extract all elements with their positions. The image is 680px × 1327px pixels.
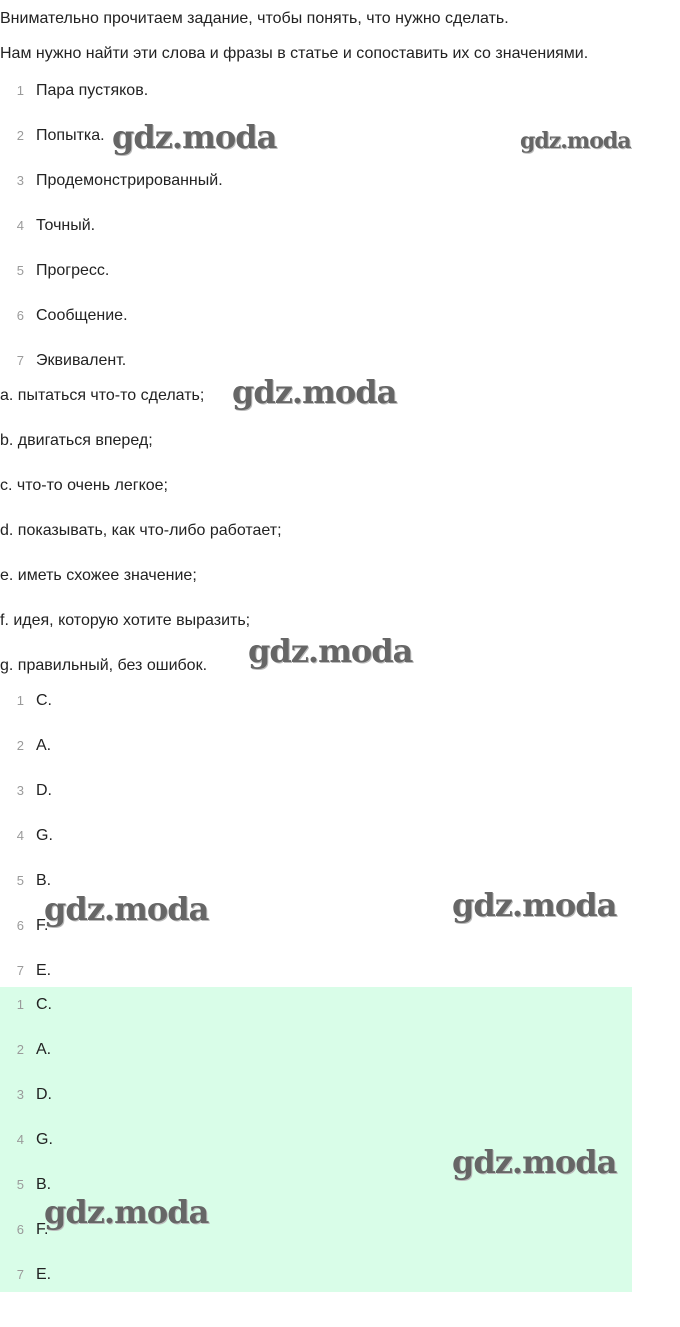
item-number: 4	[16, 828, 24, 843]
item-number: 5	[16, 263, 24, 278]
item-number: 5	[16, 873, 24, 888]
item-text: Пара пустяков.	[36, 81, 149, 99]
item-text: B.	[36, 871, 52, 889]
list-item	[0, 768, 53, 813]
item-text: G.	[36, 1130, 53, 1148]
item-number: 6	[16, 1222, 24, 1237]
item-text: A.	[36, 1040, 52, 1058]
watermark: gdz.moda	[452, 1143, 617, 1181]
final-answers-list	[0, 982, 53, 1297]
item-text: Эквивалент.	[36, 351, 127, 369]
list-item	[0, 982, 53, 1027]
list-item	[0, 858, 53, 903]
intro-line-2: Нам нужно найти эти слова и фразы в статье и сопоставить их со значениями.	[0, 45, 589, 62]
item-number: 1	[16, 997, 24, 1012]
list-item	[0, 1207, 53, 1252]
item-number: 7	[16, 963, 24, 978]
definition-item: b. двигаться вперед;	[0, 431, 153, 449]
item-number: 4	[16, 218, 24, 233]
watermark: gdz.moda	[112, 118, 277, 156]
item-text: G.	[36, 826, 53, 844]
item-text: E.	[36, 961, 52, 979]
item-text: F.	[36, 1220, 49, 1238]
answer-box	[0, 987, 632, 1292]
item-number: 1	[16, 83, 24, 98]
definition-item: c. что-то очень легкое;	[0, 476, 168, 494]
item-text: Сообщение.	[36, 306, 128, 324]
watermark: gdz.moda	[44, 1193, 209, 1231]
definition-item: f. идея, которую хотите выразить;	[0, 611, 251, 629]
item-text: F.	[36, 916, 49, 934]
item-text: D.	[36, 781, 52, 799]
item-number: 4	[16, 1132, 24, 1147]
list-item	[0, 678, 53, 723]
list-item	[0, 113, 223, 158]
watermark: gdz.moda	[44, 890, 209, 928]
watermark: gdz.moda	[520, 128, 631, 154]
watermark: gdz.moda	[248, 632, 413, 670]
list-item	[0, 903, 53, 948]
item-text: D.	[36, 1085, 52, 1103]
item-text: E.	[36, 1265, 52, 1283]
item-text: A.	[36, 736, 52, 754]
list-item	[0, 723, 53, 768]
item-text: B.	[36, 1175, 52, 1193]
list-item	[0, 1027, 53, 1072]
watermark: gdz.moda	[232, 373, 397, 411]
item-number: 3	[16, 1087, 24, 1102]
list-item	[0, 158, 223, 203]
list-item	[0, 203, 223, 248]
item-text: Продемонстрированный.	[36, 171, 223, 189]
list-item	[0, 1072, 53, 1117]
item-number: 7	[16, 1267, 24, 1282]
item-number: 6	[16, 308, 24, 323]
item-number: 6	[16, 918, 24, 933]
list-item	[0, 248, 223, 293]
definitions-list	[0, 373, 282, 688]
list-item	[0, 1117, 53, 1162]
intro-line-1: Внимательно прочитаем задание, чтобы понять, что нужно сделать.	[0, 10, 509, 27]
item-number: 3	[16, 173, 24, 188]
answers-list	[0, 678, 53, 993]
item-number: 1	[16, 693, 24, 708]
list-item	[0, 813, 53, 858]
definition-item: e. иметь схожее значение;	[0, 566, 197, 584]
definition-item: d. показывать, как что-либо работает;	[0, 521, 282, 539]
item-number: 2	[16, 738, 24, 753]
item-number: 2	[16, 1042, 24, 1057]
list-item	[0, 68, 223, 113]
list-item	[0, 293, 223, 338]
item-text: C.	[36, 995, 52, 1013]
list-item	[0, 1162, 53, 1207]
item-number: 3	[16, 783, 24, 798]
item-number: 2	[16, 128, 24, 143]
list-item	[0, 1252, 53, 1297]
definition-item: a. пытаться что-то сделать;	[0, 386, 205, 404]
watermark: gdz.moda	[452, 886, 617, 924]
words-list	[0, 68, 223, 383]
item-number: 7	[16, 353, 24, 368]
item-text: Попытка.	[36, 126, 105, 144]
item-text: Точный.	[36, 216, 96, 234]
definition-item: g. правильный, без ошибок.	[0, 656, 208, 674]
item-number: 5	[16, 1177, 24, 1192]
item-text: C.	[36, 691, 52, 709]
item-text: Прогресс.	[36, 261, 110, 279]
